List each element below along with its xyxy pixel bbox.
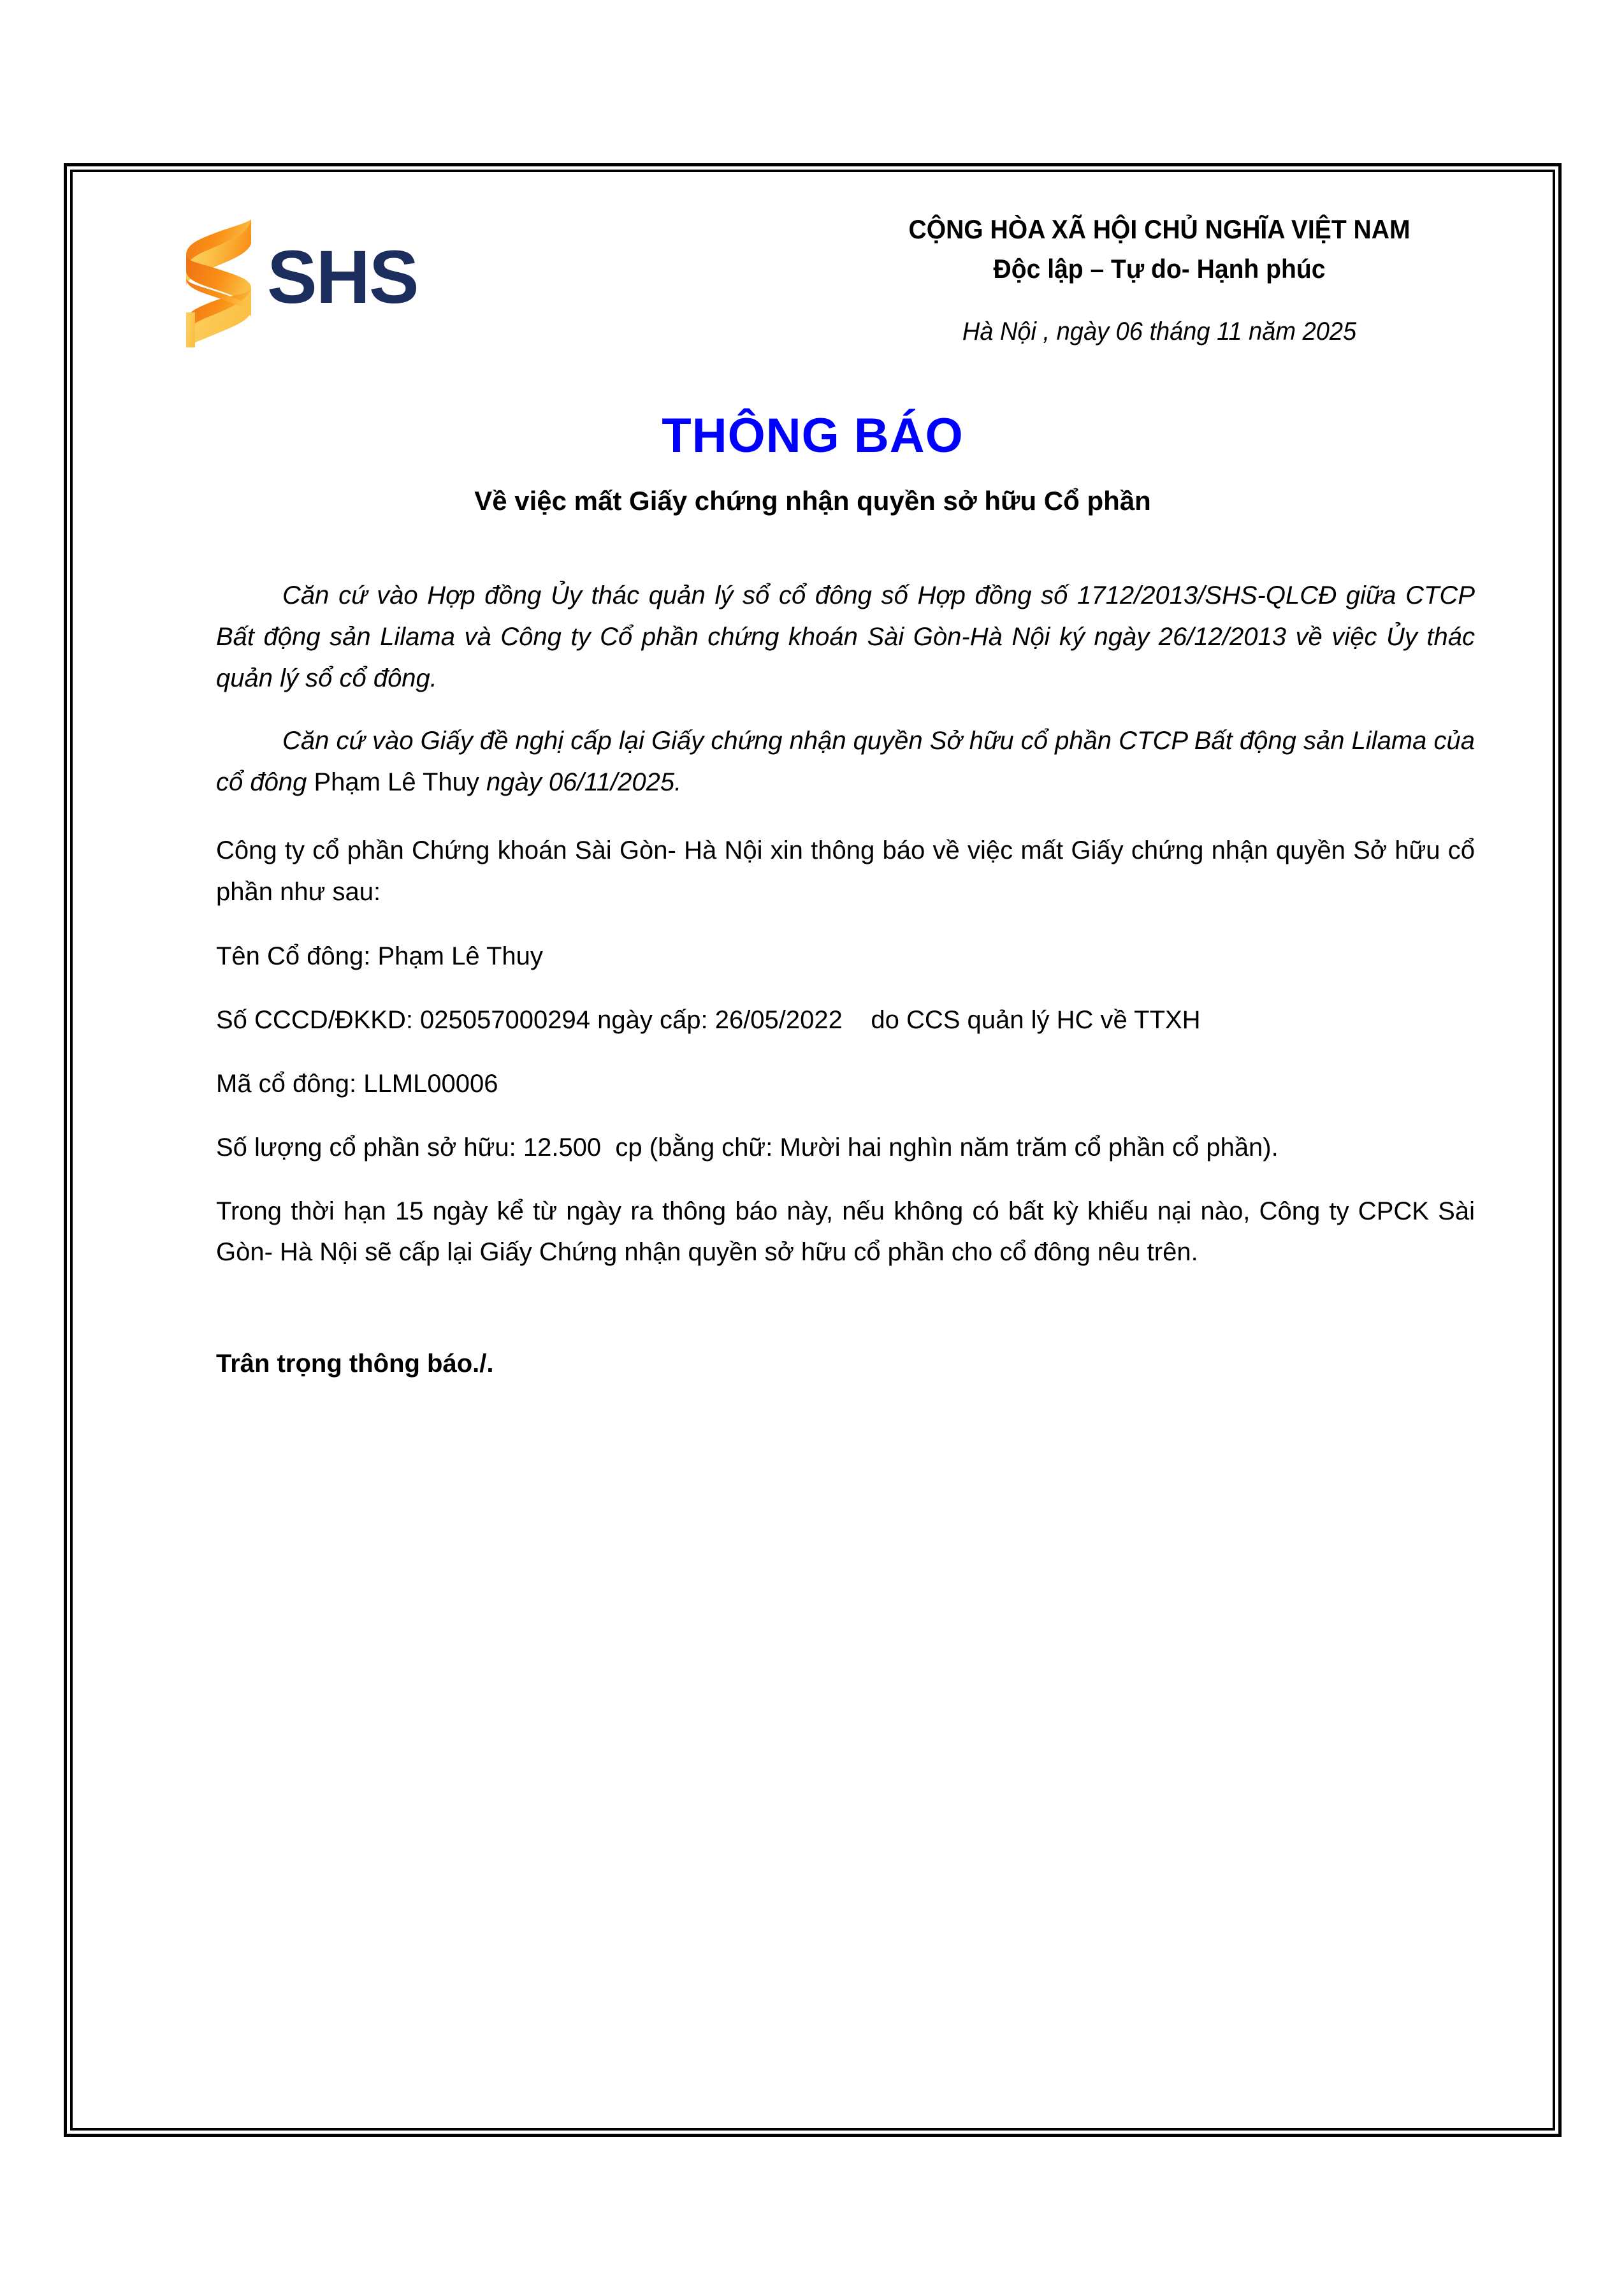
document-content <box>73 172 1553 2128</box>
document-page-border <box>64 163 1562 2137</box>
share-quantity-line: Số lượng cổ phần sở hữu: 12.500 cp (bằng chữ: Mười hai nghìn năm trăm cổ phần cổ phần). <box>216 1133 1279 1162</box>
closing-paragraph: Trong thời hạn 15 ngày kể từ ngày ra thông báo này, nếu không có bất kỳ khiếu nại nào, Công ty CPCK Sài Gòn- Hà Nội sẽ cấp lại Giấy Chứng nhận quyền sở hữu cổ phần cho cổ đông nêu trên. <box>216 1197 1475 1267</box>
page-title: THÔNG BÁO <box>662 409 964 463</box>
shareholder-name-line: Tên Cổ đông: Phạm Lê Thuy <box>216 942 543 970</box>
document-body <box>216 575 1475 1378</box>
shs-logo <box>181 217 525 351</box>
basis-paragraph-1: Căn cứ vào Hợp đồng Ủy thác quản lý sổ cổ đông số Hợp đồng số 1712/2013/SHS-QLCĐ giữa CTCP Bất động sản Lilama và Công ty Cổ phần chứng khoán Sài Gòn-Hà Nội ký ngày 26/12/2013 về việc Ủy thác quản lý sổ cổ đông. <box>216 581 1475 692</box>
signoff-line: Trân trọng thông báo./. <box>216 1350 494 1378</box>
document-header <box>73 172 1553 357</box>
national-heading <box>787 214 1532 346</box>
shareholder-code-line: Mã cổ đông: LLML00006 <box>216 1069 498 1098</box>
shs-wordmark: SHS <box>267 235 418 319</box>
basis-paragraph-2 <box>216 720 1475 803</box>
identity-document-line: Số CCCD/ĐKKD: 025057000294 ngày cấp: 26/05/2022 do CCS quản lý HC về TTXH <box>216 1005 1201 1034</box>
document-page-border-inner <box>70 170 1555 2131</box>
shs-ribbon-logo-icon <box>181 217 254 347</box>
country-name: CỘNG HÒA XÃ HỘI CHỦ NGHĨA VIỆT NAM <box>908 214 1410 244</box>
basis-2-prefix: Căn cứ vào Giấy đề nghị cấp lại Giấy chứng nhận quyền Sở hữu cổ phần CTCP Bất động sản Lilama của cổ đông <box>216 727 1475 797</box>
basis-2-shareholder-name: Phạm Lê Thuy <box>314 768 486 797</box>
national-motto: Độc lập – Tự do- Hạnh phúc <box>993 254 1326 284</box>
announcement-paragraph: Công ty cổ phần Chứng khoán Sài Gòn- Hà Nội xin thông báo về việc mất Giấy chứng nhận quyền Sở hữu cổ phần như sau: <box>216 836 1475 906</box>
place-and-date: Hà Nội , ngày 06 tháng 11 năm 2025 <box>962 317 1357 346</box>
basis-2-suffix: ngày 06/11/2025. <box>486 768 682 797</box>
page-subtitle: Về việc mất Giấy chứng nhận quyền sở hữu Cổ phần <box>474 486 1151 516</box>
